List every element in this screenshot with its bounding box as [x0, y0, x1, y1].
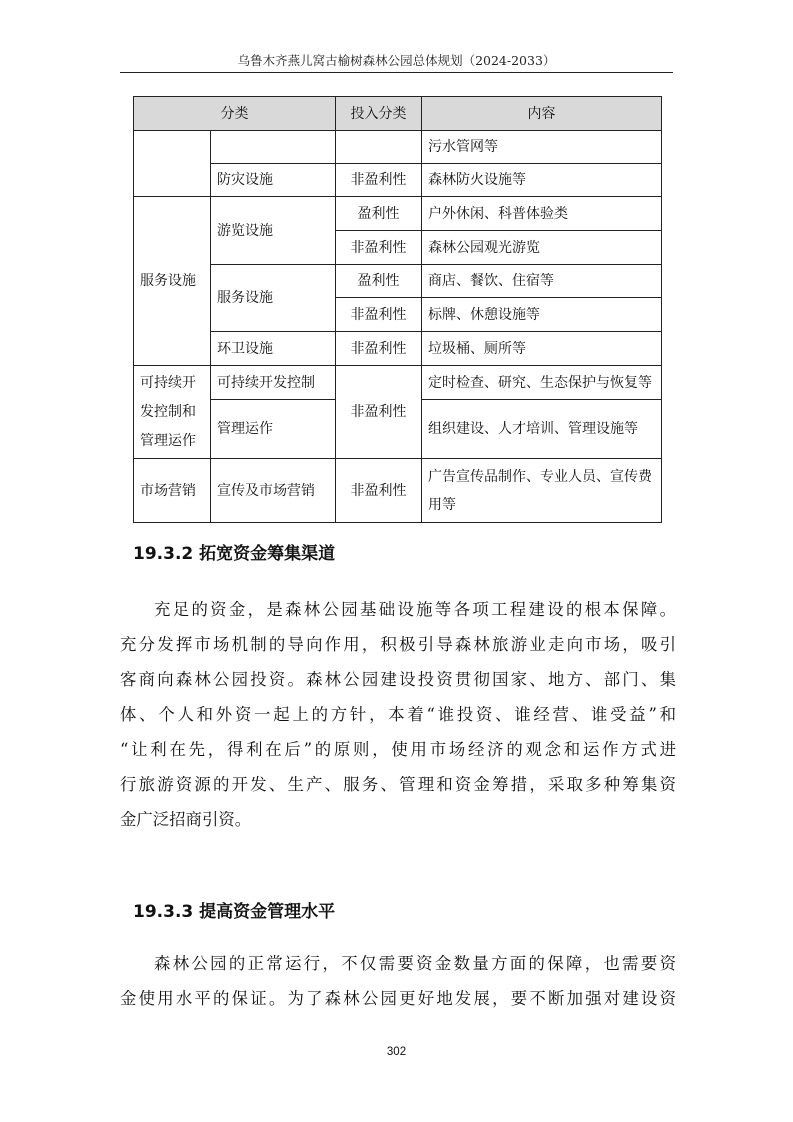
cell-content: 污水管网等 — [422, 131, 662, 164]
cell-investment: 非盈利性 — [336, 298, 422, 332]
table-row — [134, 459, 662, 523]
cell-content: 组织建设、人才培训、管理设施等 — [422, 400, 662, 459]
paragraph-line: “让利在先，得利在后”的原则，使用市场经济的观念和运作方式进 — [120, 740, 676, 759]
cell-category — [134, 131, 211, 197]
header-rule — [120, 72, 673, 73]
table-header-row — [134, 97, 662, 131]
cell-subcategory: 游览设施 — [211, 197, 336, 265]
cell-content: 森林公园观光游览 — [422, 231, 662, 265]
cell-subcategory: 环卫设施 — [211, 332, 336, 366]
cell-subcategory: 防灾设施 — [211, 164, 336, 197]
cell-content: 定时检查、研究、生态保护与恢复等 — [422, 366, 662, 400]
cell-investment: 盈利性 — [336, 265, 422, 298]
section-heading-funding-channels: 19.3.2 拓宽资金筹集渠道 — [133, 544, 336, 564]
header-content: 内容 — [422, 97, 662, 131]
cell-content: 广告宣传品制作、专业人员、宣传费用等 — [422, 459, 662, 523]
table-row — [134, 197, 662, 231]
cell-investment: 非盈利性 — [336, 459, 422, 523]
cell-subcategory: 服务设施 — [211, 265, 336, 332]
cell-subcategory: 宣传及市场营销 — [211, 459, 336, 523]
cell-content: 商店、餐饮、住宿等 — [422, 265, 662, 298]
paragraph-line: 客商向森林公园投资。森林公园建设投资贯彻国家、地方、部门、集 — [120, 670, 676, 689]
section-heading-fund-management: 19.3.3 提高资金管理水平 — [133, 902, 336, 922]
table-row — [134, 265, 662, 298]
cell-category: 市场营销 — [134, 459, 211, 523]
header-category: 分类 — [134, 97, 336, 131]
cell-investment: 非盈利性 — [336, 332, 422, 366]
paragraph-line: 行旅游资源的开发、生产、服务、管理和资金筹措，采取多种筹集资 — [120, 775, 676, 794]
cell-content: 垃圾桶、厕所等 — [422, 332, 662, 366]
investment-table — [133, 96, 662, 523]
cell-content: 户外休闲、科普体验类 — [422, 197, 662, 231]
cell-investment — [336, 131, 422, 164]
cell-investment: 非盈利性 — [336, 231, 422, 265]
paragraph-line: 充足的资金，是森林公园基础设施等各项工程建设的根本保障。 — [154, 600, 676, 619]
table-row — [134, 164, 662, 197]
header-investment: 投入分类 — [336, 97, 422, 131]
cell-investment: 非盈利性 — [336, 164, 422, 197]
running-header: 乌鲁木齐燕儿窝古榆树森林公园总体规划（2024-2033） — [237, 53, 556, 68]
table-row — [134, 131, 662, 164]
paragraph-funding-channels — [120, 592, 676, 837]
cell-subcategory: 可持续开发控制 — [211, 366, 336, 400]
cell-subcategory — [211, 131, 336, 164]
cell-content: 森林防火设施等 — [422, 164, 662, 197]
paragraph-line: 充分发挥市场机制的导向作用，积极引导森林旅游业走向市场，吸引 — [120, 635, 676, 654]
table-row — [134, 366, 662, 400]
paragraph-line: 森林公园的正常运行，不仅需要资金数量方面的保障，也需要资 — [154, 954, 676, 973]
paragraph-line: 金使用水平的保证。为了森林公园更好地发展，要不断加强对建设资 — [120, 989, 676, 1008]
cell-category: 服务设施 — [134, 197, 211, 366]
cell-investment: 非盈利性 — [336, 366, 422, 459]
page-number: 302 — [386, 1046, 407, 1058]
table-row — [134, 332, 662, 366]
paragraph-fund-management — [120, 946, 676, 1016]
cell-investment: 盈利性 — [336, 197, 422, 231]
cell-content: 标牌、休憩设施等 — [422, 298, 662, 332]
paragraph-line: 体、个人和外资一起上的方针，本着“谁投资、谁经营、谁受益”和 — [120, 705, 676, 724]
cell-subcategory: 管理运作 — [211, 400, 336, 459]
cell-category: 可持续开发控制和管理运作 — [134, 366, 211, 459]
paragraph-line: 金广泛招商引资。 — [120, 810, 252, 829]
